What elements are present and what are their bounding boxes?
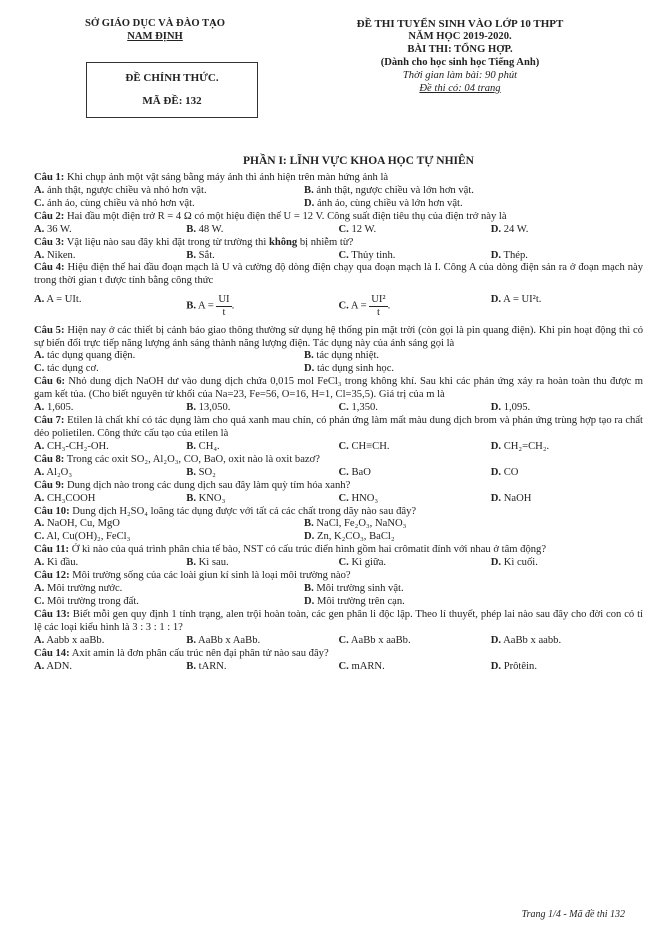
option-d: D. Môi trường trên cạn. [304, 595, 405, 607]
question-label: Câu 6: [34, 376, 66, 388]
option-c: C. Môi trường trong đất. [34, 595, 139, 607]
options [34, 661, 643, 674]
question-label: Câu 9: [34, 479, 65, 491]
option-d: D. NaOH [490, 492, 532, 504]
option-d: D. Kì cuối. [490, 557, 538, 569]
student-note: (Dành cho học sinh học Tiếng Anh) [380, 57, 540, 69]
option-b: B. Sắt. [186, 249, 215, 261]
option-a: A. Al₂O₃ [34, 466, 73, 478]
options [34, 467, 643, 480]
question-emphasis: không [268, 236, 298, 248]
province-name: NAM ĐỊNH [127, 30, 183, 42]
question-text: Trong các oxit SO₂, Al₂O₃, CO, BaO, oxit nào là oxit bazơ? [66, 453, 320, 465]
page-footer: Trang 1/4 - Mã đề thi 132 [521, 908, 625, 920]
option-a: A. Aabb x aaBb. [34, 634, 105, 646]
question-7 [34, 415, 643, 441]
question-text: Khi chụp ảnh một vật sáng bằng máy ảnh thì ảnh hiện trên màn hứng ảnh là [66, 172, 389, 184]
option-a: A. 36 W. [34, 223, 72, 235]
question-8 [34, 454, 643, 467]
option-b: B. AaBb x AaBb. [186, 634, 261, 646]
option-a: A. ảnh thật, ngược chiều và nhỏ hơn vật. [34, 184, 207, 196]
options [34, 350, 643, 376]
option-c: C. tác dụng cơ. [34, 363, 99, 375]
question-text: Dung dịch nào trong các dung dịch sau đây làm quỳ tím hóa xanh? [66, 479, 351, 491]
option-d: D. 24 W. [490, 223, 529, 235]
header-left [60, 18, 250, 118]
question-11 [34, 544, 643, 557]
option-c: C. BaO [338, 466, 371, 478]
option-b: B. A = $\frac{UI}{t}$ . [186, 294, 235, 318]
option-a: A. CH₃-CH₂-OH. [34, 440, 109, 452]
option-d: D. Thép. [490, 249, 528, 261]
question-text: Vật liệu nào sau đây khi đặt trong từ trường thì [66, 236, 267, 248]
question-label: Câu 8: [34, 453, 65, 465]
question-text: Biết mỗi gen quy định 1 tính trạng, alen trội hoàn toàn, các gen phân li độc lập. Theo lí thuyết, phép lai nào sau đây cho đời con có tỉ lệ các loại kiểu hình là 3 : 3 : 1 : 1? [34, 608, 644, 633]
question-text: Hiện nay ở các thiết bị cảnh báo giao thông thường sử dụng hệ thống pin mặt trời (còn gọi là pin quang điện). Khi pin hoạt động thì có sự biến đổi trực tiếp năng lượng ánh sáng thành năng lượng điện. Tác dụng này của ánh sáng gọi là [34, 324, 643, 349]
option-a: A. Môi trường nước. [34, 583, 123, 595]
question-text: Nhỏ dung dịch NaOH dư vào dung dịch chứa 0,015 mol FeCl₃ trong không khí. Sau khi các phản ứng xảy ra hoàn toàn thu được m gam kết tủa. (Cho biết nguyên tử khối của Na=23, Fe=56, O=16, H=1, Cl=35,5). Giá trị của m là [34, 376, 643, 401]
option-c: C. 12 W. [338, 223, 377, 235]
question-label: Câu 3: [34, 236, 65, 248]
question-label: Câu 4: [34, 262, 65, 274]
option-b: B. SO₂ [186, 466, 216, 478]
question-1 [34, 172, 643, 185]
question-6 [34, 376, 643, 402]
exam-title: ĐỀ THI TUYỂN SINH VÀO LỚP 10 THPT [356, 18, 564, 30]
option-c: C. CH≡CH. [338, 440, 390, 452]
page-count: Đề thi có: 04 trang [419, 83, 501, 95]
option-d: D. CO [490, 466, 519, 478]
question-label: Câu 14: [34, 647, 70, 659]
question-label: Câu 11: [34, 544, 70, 556]
option-d: D. AaBb x aabb. [490, 634, 562, 646]
options [34, 402, 643, 415]
option-b: B. 13,050. [186, 402, 231, 414]
question-4 [34, 262, 643, 288]
option-c: C. mARN. [338, 660, 385, 672]
question-text-end: bị nhiễm từ? [299, 236, 354, 248]
option-b: B. Kì sau. [186, 557, 229, 569]
option-a: A. 1,605. [34, 402, 74, 414]
option-b: B. Môi trường sinh vật. [304, 583, 404, 595]
question-text: Dung dịch H₂SO₄ loãng tác dụng được với tất cả các chất trong dãy nào sau đây? [72, 505, 417, 517]
option-d: D. A = UI²t. [490, 294, 542, 306]
question-2 [34, 211, 643, 224]
options [34, 250, 643, 263]
question-label: Câu 7: [34, 415, 65, 427]
exam-code: MÃ ĐỀ: 132 [142, 94, 202, 107]
header-right [330, 18, 590, 96]
option-c: C. Al, Cu(OH)₂, FeCl₃ [34, 531, 131, 543]
options [34, 224, 643, 237]
option-b: B. tác dụng nhiệt. [304, 350, 380, 362]
time-limit: Thời gian làm bài: 90 phút [402, 70, 518, 82]
option-d: D. ảnh ảo, cùng chiều và lớn hơn vật. [304, 197, 463, 209]
question-label: Câu 12: [34, 570, 70, 582]
question-label: Câu 2: [34, 210, 65, 222]
question-10 [34, 506, 643, 519]
question-text: Môi trường sống của các loài giun kí sinh là loại môi trường nào? [72, 570, 351, 582]
option-a: A. tác dụng quang điện. [34, 350, 136, 362]
fraction: $\frac{\text{UI²}}{t}$ [371, 294, 386, 318]
question-label: Câu 10: [34, 505, 70, 517]
option-b: B. NaCl, Fe₂O₃, NaNO₃ [304, 518, 407, 530]
options [34, 493, 643, 506]
option-b: B. tARN. [186, 660, 227, 672]
question-text: Ở kì nào của quá trình phân chia tế bào, NST có cấu trúc điển hình gồm hai crômatit đính với nhau ở tâm động? [71, 544, 547, 556]
option-c: C. Thủy tinh. [338, 249, 396, 261]
question-5 [34, 325, 643, 351]
question-label: Câu 1: [34, 172, 65, 184]
option-c: C. A = $\frac{\text{UI²}}{t}$ . [338, 294, 391, 318]
subject-name: BÀI THI: TỔNG HỢP. [407, 44, 513, 56]
question-label: Câu 5: [34, 324, 65, 336]
option-a: A. A = UIt. [34, 294, 82, 306]
part-title: PHẦN I: LĨNH VỰC KHOA HỌC TỰ NHIÊN [243, 155, 474, 167]
question-3 [34, 237, 643, 250]
option-b: B. CH₄. [186, 440, 220, 452]
question-text: Axit amin là đơn phân cấu trúc nên đại phân tử nào sau đây? [71, 647, 329, 659]
school-year: NĂM HỌC 2019-2020. [408, 31, 512, 43]
option-a: A. ADN. [34, 660, 72, 672]
option-c: C. AaBb x aaBb. [338, 634, 411, 646]
question-label: Câu 13: [34, 608, 70, 620]
options [34, 557, 643, 570]
question-text: Hiệu điện thế hai đầu đoạn mạch là U và cường độ dòng điện chạy qua đoạn mạch là I. Công A của dòng điện sản ra ở đoạn mạch này trong thời gian t được tính bằng công thức [34, 262, 644, 287]
options [34, 185, 643, 211]
fraction: $\frac{UI}{t}$ [218, 294, 230, 318]
option-b: B. ảnh thật, ngược chiều và lớn hơn vật. [304, 184, 474, 196]
department-name: SỞ GIÁO DỤC VÀ ĐÀO TẠO [85, 18, 225, 29]
option-a: A. NaOH, Cu, MgO [34, 518, 120, 530]
option-c: C. HNO₃ [338, 492, 379, 504]
option-d: D. Prôtêin. [490, 660, 537, 672]
question-12 [34, 570, 643, 583]
option-c: C. ảnh ảo, cùng chiều và nhỏ hơn vật. [34, 197, 195, 209]
official-box [86, 62, 258, 118]
question-9 [34, 480, 643, 493]
options [34, 441, 643, 454]
option-d: D. tác dụng sinh học. [304, 363, 395, 375]
option-d: D. CH₂=CH₂. [490, 440, 550, 452]
options [34, 635, 643, 648]
options [34, 518, 643, 544]
official-label: ĐỀ CHÍNH THỨC. [125, 71, 219, 84]
question-14 [34, 648, 643, 661]
option-a: A. Kì đầu. [34, 557, 79, 569]
option-a: A. CH₃COOH [34, 492, 96, 504]
question-text: Hai đầu một điện trở R = 4 Ω có một hiệu điện thế U = 12 V. Công suất điện tiêu thụ của điện trở này là [66, 210, 507, 222]
option-b: B. 48 W. [186, 223, 224, 235]
options [34, 294, 643, 318]
question-13 [34, 609, 643, 635]
options [34, 583, 643, 609]
option-b: B. KNO₃ [186, 492, 226, 504]
exam-header [34, 14, 643, 132]
option-c: C. 1,350. [338, 402, 378, 414]
question-text: Etilen là chất khí có tác dụng làm cho quả xanh mau chín, có phản ứng làm mất màu dung dịch brom và phản ứng trùng hợp tạo ra chất dẻo polietilen. Công thức cấu tạo của etilen là [34, 415, 644, 439]
option-d: D. 1,095. [490, 402, 531, 414]
option-d: D. Zn, K₂CO₃, BaCl₂ [304, 531, 395, 543]
option-a: A. Niken. [34, 249, 76, 261]
option-c: C. Kì giữa. [338, 557, 387, 569]
